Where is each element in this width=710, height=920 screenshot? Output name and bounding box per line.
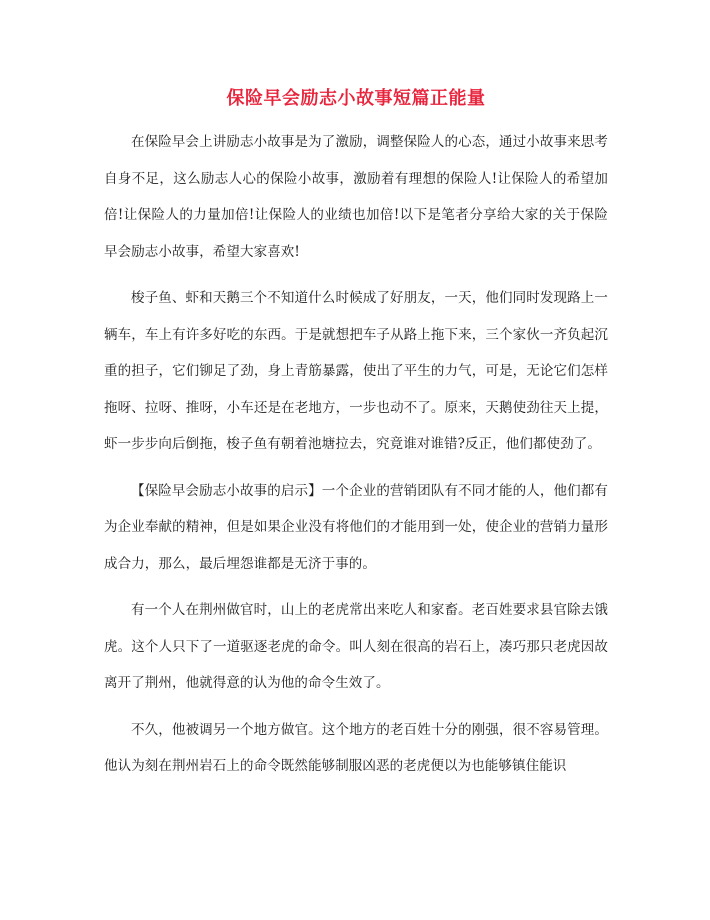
paragraph-story-2: 有一个人在荆州做官时，山上的老虎常出来吃人和家畜。老百姓要求县官除去饿虎。这个人只下了一道驱逐老虎的命令。叫人刻在很高的岩石上，凑巧那只老虎因故离开了荆州，他就得意的认为他的命令生效了。	[104, 602, 608, 691]
paragraph-insight: 【保险早会励志小故事的启示】一个企业的营销团队有不同才能的人，他们都有为企业奉献的精神，但是如果企业没有将他们的才能用到一处，使企业的营销力量形成合力，那么，最后埋怨谁都是无济于事的。	[104, 482, 608, 572]
document-title: 保险早会励志小故事短篇正能量	[226, 88, 486, 109]
paragraph-intro: 在保险早会上讲励志小故事是为了激励，调整保险人的心态，通过小故事来思考自身不足，这么励志人心的保险小故事，激励着有理想的保险人!让保险人的希望加倍!让保险人的力量加倍!让保险人的业绩也加倍!以下是笔者分享给大家的关于保险早会励志小故事，希望大家喜欢!	[104, 134, 608, 260]
paragraph-story-2-continued: 不久，他被调另一个地方做官。这个地方的老百姓十分的刚强，很不容易管理。他认为刻在荆州岩石上的命令既然能够制服凶恶的老虎便以为也能够镇住能识	[104, 721, 608, 774]
paragraph-story-1: 梭子鱼、虾和天鹅三个不知道什么时候成了好朋友，一天，他们同时发现路上一辆车，车上有许多好吃的东西。于是就想把车子从路上拖下来，三个家伙一齐负起沉重的担子，它们铆足了劲，身上青筋暴露，使出了平生的力气，可是，无论它们怎样拖呀、拉呀、推呀，小车还是在老地方，一步也动不了。原来，天鹅使劲往天上提，虾一步步向后倒拖，梭子鱼有朝着池塘拉去，究竟谁对谁错?反正，他们都使劲了。	[104, 290, 608, 452]
